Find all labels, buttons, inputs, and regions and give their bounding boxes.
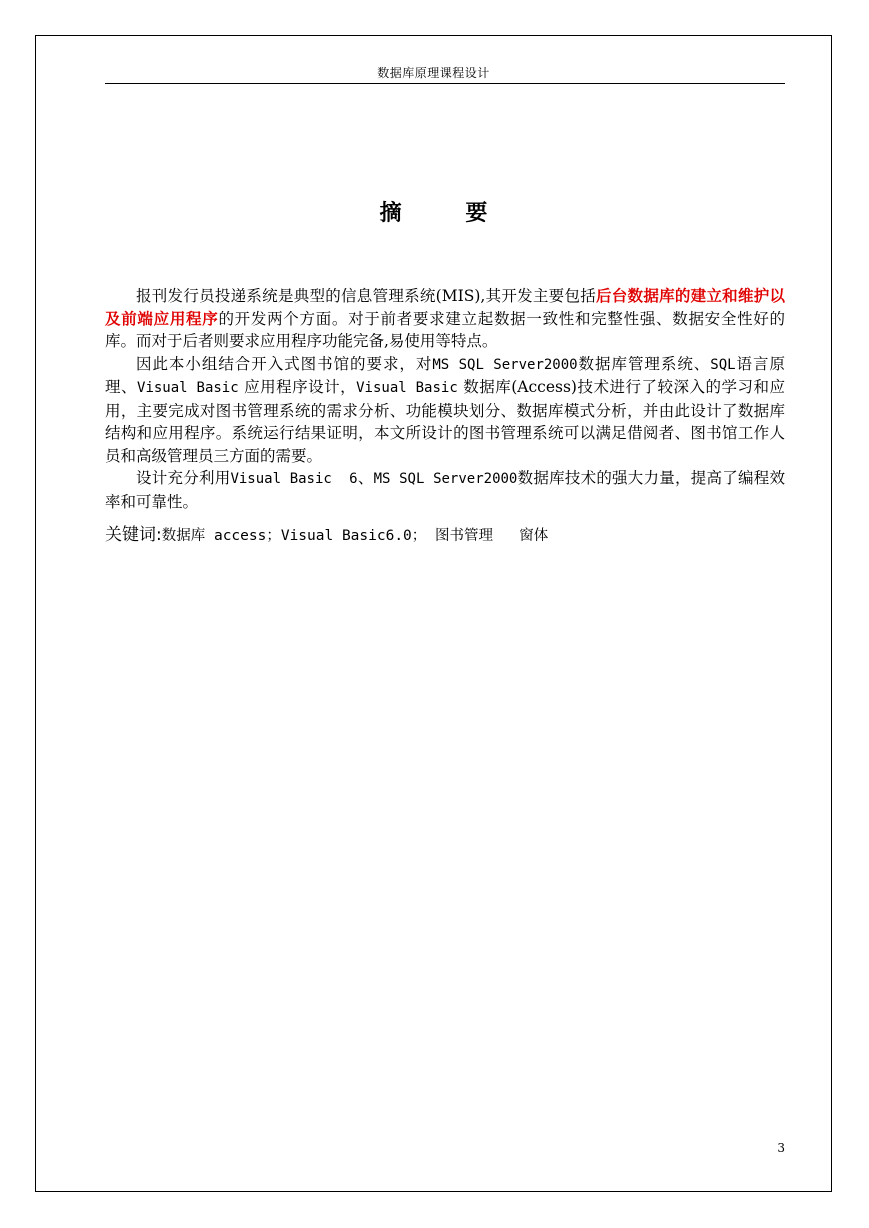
p2-text-d: SQL — [710, 356, 736, 373]
p1-text-b: 的开发两个方面。对于前者要求建立起数据一致性和完整性强、数据安全性好的库。而对于后者则要求应用程序功能完备,易使用等特点。 — [105, 309, 785, 350]
abstract-title: 摘 要 — [379, 201, 516, 226]
p3-text-b: Visual Basic 6 — [230, 471, 358, 487]
abstract-paragraph-3 — [105, 467, 785, 513]
abstract-paragraph-1 — [105, 285, 785, 353]
p3-text-d: MS SQL Server2000 — [373, 471, 518, 487]
p2-text-a: 因此本小组结合开入式图书馆的要求，对 — [136, 354, 433, 373]
p3-text-c: 、 — [357, 469, 374, 487]
page-frame — [35, 35, 832, 1192]
running-header: 数据库原理课程设计 — [377, 66, 490, 80]
p1-text-a: 报刊发行员投递系统是典型的信息管理系统(MIS),其开发主要包括 — [136, 287, 596, 305]
p2-text-g: 应用程序设计， — [238, 378, 357, 396]
p2-text-i: 数据库(Access)技术进行了较深入的学习和应用，主要完成对图书管理系统的需求分析、功能模块划分、数据库模式分析，并由此设计了数据库结构和应用程序。系统运行结果证明，本文所设计的图书管理系统可以满足借阅者、图书馆工作人员和高级管理员三方面的需要。 — [105, 378, 785, 465]
keywords-line — [105, 524, 548, 547]
p2-text-e: 语言原理、 — [105, 354, 785, 396]
p3-text-e: 数据库技术的强大力量，提高了编程效率和可靠性。 — [105, 469, 785, 511]
p2-text-c: 数据库管理系统、 — [577, 354, 711, 373]
keywords-label: 关键词: — [105, 525, 162, 545]
p2-text-h: Visual Basic — [356, 380, 458, 396]
p3-text-a: 设计充分利用 — [136, 469, 231, 487]
abstract-paragraph-2 — [105, 353, 785, 468]
p1-highlight: 后台数据库的建立和维护以及前端应用程序 — [105, 286, 785, 328]
p2-text-b: MS SQL Server2000 — [432, 356, 578, 373]
header-rule — [105, 83, 785, 84]
keywords-values: 数据库 access；Visual Basic6.0； 图书管理 窗体 — [161, 528, 549, 544]
p2-text-f: Visual Basic — [137, 380, 239, 396]
abstract-body — [105, 285, 785, 513]
page-number: 3 — [777, 1141, 785, 1155]
